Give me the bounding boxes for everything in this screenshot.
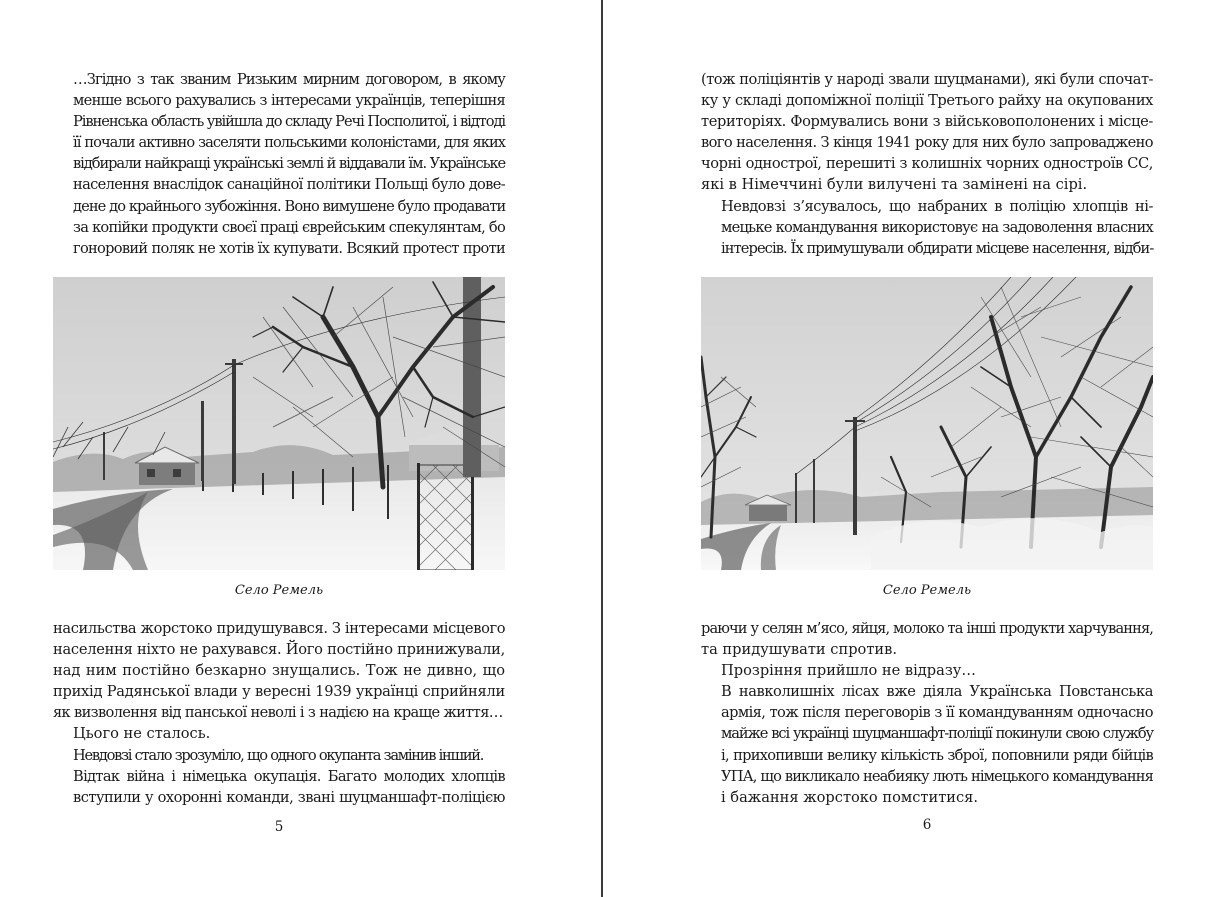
text-line: як визволення від панської неволі і з надією на краще життя… [53,704,503,722]
text-line: населення ніхто не рахувався. Його постійно принижували, [53,641,505,659]
photo-caption: Село Ремель [234,583,324,598]
paragraph [701,660,1153,681]
text-line: (тож поліціянтів у народі звали шуцманами), які були спочат- [701,71,1153,88]
text-line: Невдовзі стало зрозуміло, що одного окупанта замінив інший. [73,746,484,764]
text-line: УПА, що викликало неабияку лють німецького командування [721,767,1153,785]
right-page [701,0,1153,897]
paragraph [701,196,1153,259]
left-bottom-text [53,618,505,808]
text-line: Відтак війна і німецька окупація. Багато молодих хлопців [73,767,505,785]
text-line: …Згідно з так званим Ризьким мирним договором, в якому [73,71,505,88]
paragraph [701,69,1153,196]
right-top-text [701,69,1153,259]
text-line: територіях. Формувались вони з військовополонених і місце- [701,113,1153,131]
photo-image [53,277,505,570]
text-line: дене до крайнього зубожіння. Воно вимушене було продавати [73,197,506,215]
paragraph [53,745,505,766]
text-line: менше всього рахувались з інтересами українців, теперішня [73,92,505,110]
text-line: майже всі українці шуцманшафт-поліції покинули свою службу [721,725,1153,743]
text-line: вступили у охоронні команди, звані шуцманшафт-поліцією [73,788,505,806]
text-line: Прозріння прийшло не відразу… [721,662,976,680]
left-page [53,0,505,897]
text-line: і, прихопивши велику кількість зброї, поповнили ряди бійців [721,746,1153,764]
text-line: ку у складі допоміжної поліції Третього райху на окупованих [701,92,1153,110]
page-number: 6 [922,817,932,833]
text-line: гоноровий поляк не хотів їх купувати. Всякий протест проти [73,239,505,257]
photo-village-remel-right [701,277,1153,570]
text-line: за копійки продукти своєї праці єврейським спекулянтам, бо [73,218,505,236]
text-line: населення внаслідок санаційної політики Польщі було дове- [73,176,505,194]
text-line: вого населення. З кінця 1941 року для них було запроваджено [701,134,1153,152]
right-bottom-text [701,618,1153,808]
text-line: прихід Радянської влади у вересні 1939 українці сприйняли [53,683,505,701]
text-line: раючи у селян м’ясо, яйця, молоко та інші продукти харчування, [701,620,1153,637]
text-line: армія, тож після переговорів з її командуванням одночасно [721,704,1153,722]
paragraph [701,618,1153,660]
text-line: Невдовзі з’ясувалось, що набраних в поліцію хлопців ні- [721,197,1153,215]
paragraph [53,723,505,744]
text-line: які в Німеччині були вилучені та замінені на сірі. [701,176,1088,194]
text-line: інтересів. Їх примушували обдирати місцеве населення, відби- [721,239,1154,257]
text-line: і бажання жорстоко помститися. [721,788,979,806]
text-line: її почали активно заселяти польськими колоністами, для яких [73,134,505,152]
text-line: мецьке командування використовує на задоволення власних [721,218,1153,236]
paragraph [701,681,1153,808]
paragraph [53,766,505,808]
text-line: відбирали найкращі українські землі й віддавали їм. Українське [73,155,506,173]
text-line: В навколишніх лісах вже діяла Українська Повстанська [721,683,1153,701]
text-line: Цього не сталось. [73,725,211,743]
page-number: 5 [274,819,284,835]
photo-village-remel-left [53,277,505,570]
text-line: над ним постійно безкарно знущались. Тож не дивно, що [53,662,505,680]
text-line: насильства жорстоко придушувався. З інтересами місцевого [53,620,506,637]
text-line: та придушувати спротив. [701,641,897,659]
book-gutter [601,0,603,897]
text-line: Рівненська область увійшла до складу Речі Посполитої, і відтоді [73,113,505,131]
paragraph [53,69,505,259]
photo-image [701,277,1153,570]
paragraph [53,618,505,723]
text-line: чорні однострої, перешиті з колишніх чорних одностроїв СС, [701,155,1153,173]
photo-caption: Село Ремель [882,583,972,598]
left-top-text [53,69,505,259]
